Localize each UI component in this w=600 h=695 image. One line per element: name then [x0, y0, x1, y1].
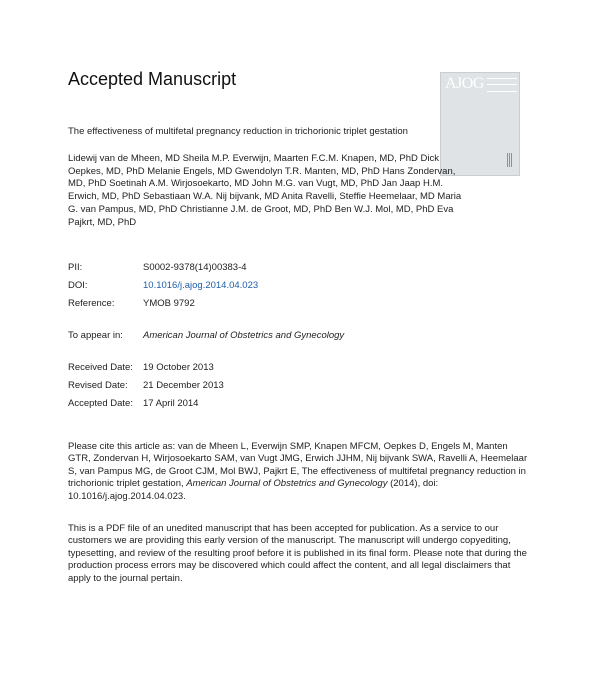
citation-paragraph	[68, 441, 532, 503]
barcode-icon	[507, 153, 513, 167]
cover-stripes	[487, 78, 517, 92]
pii-value: S0002-9378(14)00383-4	[143, 262, 247, 273]
received-label: Received Date:	[68, 362, 133, 373]
revised-value: 21 December 2013	[143, 380, 224, 391]
revised-label: Revised Date:	[68, 380, 128, 391]
page-title: Accepted Manuscript	[68, 69, 237, 89]
citation-journal: American Journal of Obstetrics and Gynecology	[186, 478, 388, 490]
revised-row	[68, 380, 224, 391]
accepted-row	[68, 398, 199, 409]
pii-label: PII:	[68, 262, 83, 273]
author-list: Lidewij van de Mheen, MD Sheila M.P. Everwijn, Maarten F.C.M. Knapen, MD, PhD Dick Oepkes, MD, PhD Melanie Engels, MD Gwendolyn T.R. Manten, MD, PhD Hans Zondervan, MD, PhD Soetinah A.M. Wirjosoekarto, MD John M.G. van Vugt, MD, PhD Jan Jaap H.M. Erwich, MD, PhD Sebastiaan W.A. Nij bijvank, MD Anita Ravelli, Steffie Heemelaar, MD Maria G. van Pampus, MD, PhD Christianne J.M. de Groot, MD, PhD Ben W.J. Mol, MD, PhD Eva Pajkrt, MD, PhD	[68, 153, 462, 228]
pii-row	[68, 262, 247, 273]
journal-logo: AJOG	[445, 75, 484, 92]
doi-row	[68, 280, 259, 291]
reference-value: YMOB 9792	[143, 298, 195, 309]
doi-link[interactable]: 10.1016/j.ajog.2014.04.023	[143, 280, 259, 291]
citation-text: Please cite this article as: van de Mheen L, Everwijn SMP, Knapen MFCM, Oepkes D, Engels M, Manten GTR, Zondervan H, Wirjosoekarto SAM, van Vugt JMG, Erwich JJHM, Nij bijvank SWA, Ravelli A, Heemelaar S, van Pampus MG, de Groot CJM, Mol BWJ, Pajkrt E, The effectiveness of multifetal pregnancy reduction in trichorionic triplet gestation,	[68, 441, 528, 490]
accepted-value: 17 April 2014	[143, 398, 199, 409]
accepted-label: Accepted Date:	[68, 398, 133, 409]
appear-value: American Journal of Obstetrics and Gynecology	[143, 330, 345, 341]
reference-row	[68, 298, 195, 309]
appear-label: To appear in:	[68, 330, 123, 341]
doi-label: DOI:	[68, 280, 88, 291]
reference-label: Reference:	[68, 298, 115, 309]
article-title: The effectiveness of multifetal pregnancy reduction in trichorionic triplet gestation	[68, 126, 408, 137]
disclaimer-paragraph: This is a PDF file of an unedited manuscript that has been accepted for publication. As a service to our customers we are providing this early version of the manuscript. The manuscript will undergo copyediting, typesetting, and review of the resulting proof before it is published in its final form. Please note that during the production process errors may be discovered which could affect the content, and all legal disclaimers that apply to the journal pertain.	[68, 523, 527, 584]
received-value: 19 October 2013	[143, 362, 214, 373]
citation-tail: (2014), doi: 10.1016/j.ajog.2014.04.023.	[68, 478, 439, 502]
received-row	[68, 362, 214, 373]
appear-row	[68, 330, 345, 341]
